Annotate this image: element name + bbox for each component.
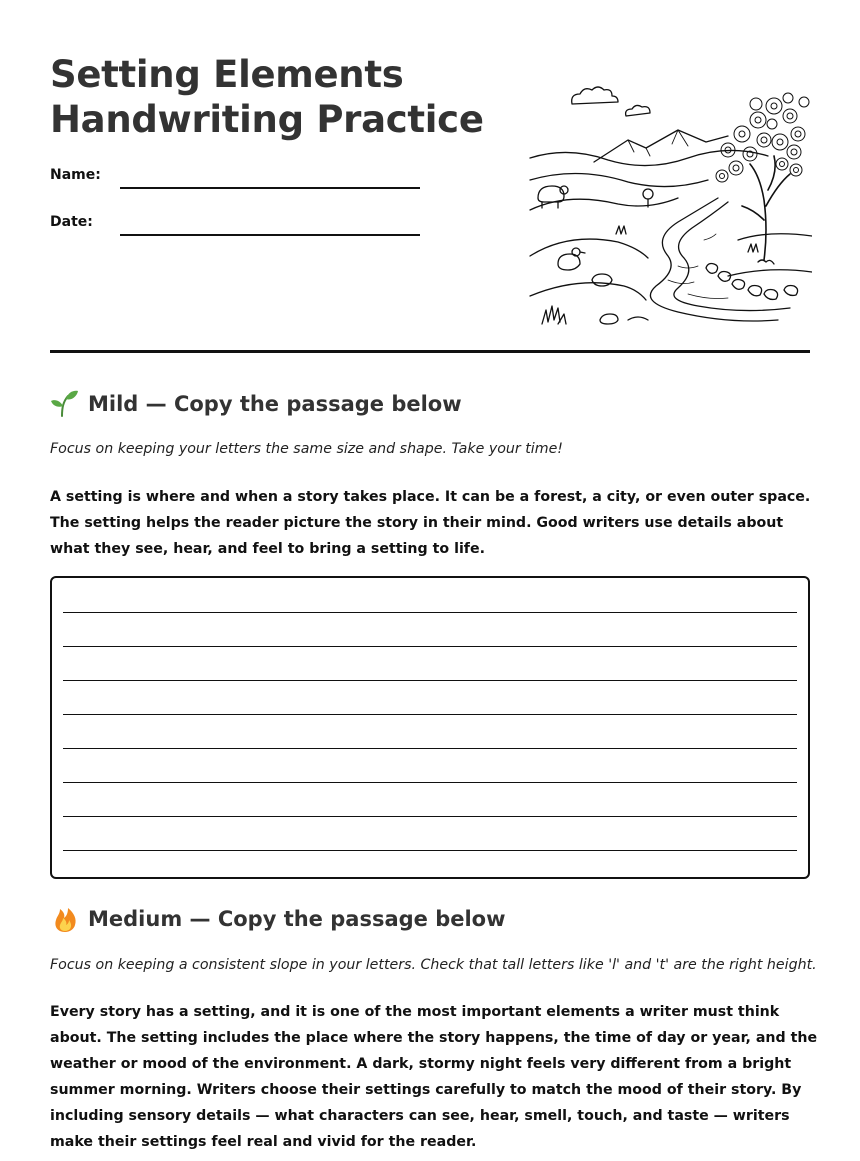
cloud-icon — [572, 87, 618, 104]
section-instruction: Focus on keeping your letters the same size and shape. Take your time! — [50, 441, 563, 457]
fire-icon — [50, 905, 80, 933]
name-label: Name: — [50, 167, 101, 183]
writing-line — [63, 850, 797, 851]
title-line-2: Handwriting Practice — [50, 98, 484, 141]
name-field[interactable] — [120, 187, 420, 189]
writing-line — [63, 612, 797, 613]
writing-line — [63, 748, 797, 749]
writing-line — [63, 680, 797, 681]
cloud-icon — [626, 105, 650, 116]
writing-area[interactable] — [50, 576, 810, 879]
page-title — [50, 52, 484, 142]
writing-line — [63, 646, 797, 647]
section-heading-mild — [50, 390, 462, 418]
section-divider — [50, 350, 810, 353]
writing-line — [63, 816, 797, 817]
section-heading-text: Mild — Copy the passage below — [88, 392, 462, 416]
writing-line — [63, 714, 797, 715]
section-instruction: Focus on keeping a consistent slope in your letters. Check that tall letters like 'l' and 't' are the right height. — [50, 957, 817, 973]
date-label: Date: — [50, 214, 93, 230]
date-field[interactable] — [120, 234, 420, 236]
title-line-1: Setting Elements — [50, 53, 404, 96]
section-heading-text: Medium — Copy the passage below — [88, 907, 506, 931]
seedling-icon — [50, 390, 80, 418]
passage-text: Every story has a setting, and it is one of the most important elements a writer must think about. The setting includes the place where the story happens, the time of day or year, and the weather or mood of the environment. A dark, stormy night feels very different from a bright summer morning. Writers choose their settings carefully to match the mood of their story. By including sensory details — what characters can see, hear, smell, touch, and taste — writers make their settings feel real and vivid for the reader. — [50, 1004, 818, 1150]
passage-text: A setting is where and when a story takes place. It can be a forest, a city, or even outer space. The setting helps the reader picture the story in their mind. Good writers use details about what they see, hear, and feel to bring a setting to life. — [50, 489, 811, 557]
section-heading-medium — [50, 905, 506, 933]
writing-line — [63, 782, 797, 783]
landscape-illustration — [528, 80, 812, 332]
